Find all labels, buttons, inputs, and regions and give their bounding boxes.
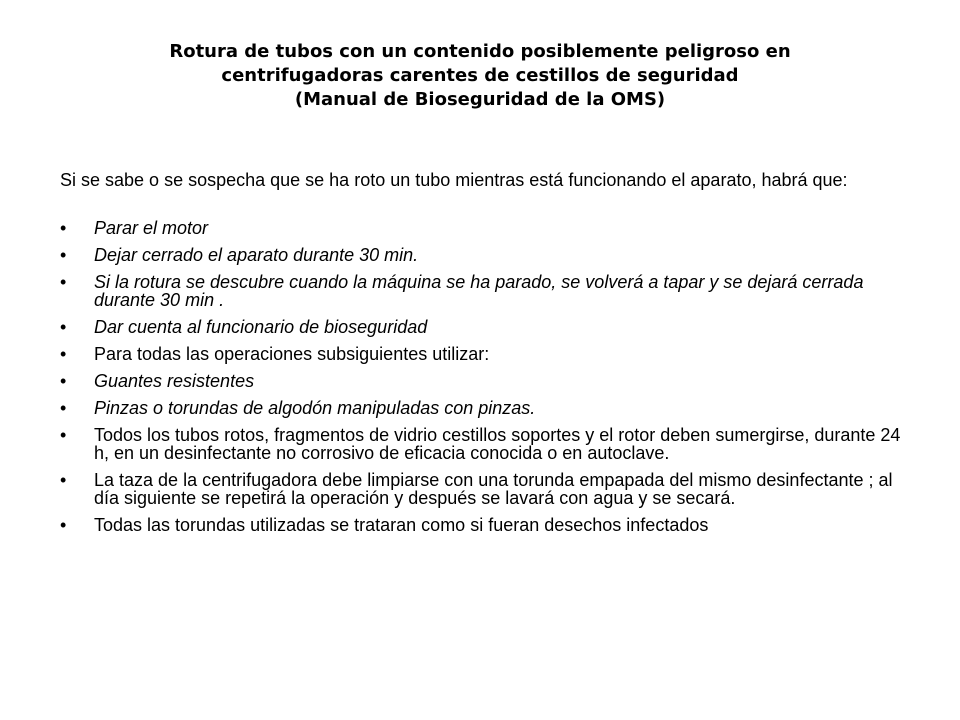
bullet-item [60, 246, 920, 264]
title-line-3: (Manual de Bioseguridad de la OMS) [294, 89, 666, 110]
bullet-text: Guantes resistentes [94, 371, 255, 391]
bullet-dot-icon: • [60, 317, 67, 337]
bullet-text: Para todas las operaciones subsiguientes utilizar: [94, 344, 490, 364]
bullet-text: La taza de la centrifugadora debe limpiarse con una torunda empapada del mismo desinfectante ; al día siguiente se repetirá la operación y después se lavará con agua y se secará. [94, 470, 893, 508]
intro-paragraph: Si se sabe o se sospecha que se ha roto un tubo mientras está funcionando el aparato, habrá que: [60, 170, 848, 190]
bullet-text: Parar el motor [94, 218, 209, 238]
bullet-dot-icon: • [60, 515, 67, 535]
bullet-dot-icon: • [60, 344, 67, 364]
bullet-dot-icon: • [60, 425, 67, 445]
bullet-item [60, 471, 920, 507]
bullet-list [60, 219, 920, 534]
bullet-item [60, 426, 920, 462]
bullet-item [60, 516, 920, 534]
bullet-dot-icon: • [60, 272, 67, 292]
bullet-item [60, 318, 920, 336]
slide-title [60, 40, 900, 112]
title-line-1: Rotura de tubos con un contenido posiblemente peligroso en [169, 41, 791, 62]
bullet-text: Todos los tubos rotos, fragmentos de vidrio cestillos soportes y el rotor deben sumergirse, durante 24 h, en un desinfectante no corrosivo de eficacia conocida o en autoclave. [94, 425, 901, 463]
title-line-2: centrifugadoras carentes de cestillos de seguridad [221, 65, 739, 86]
bullet-dot-icon: • [60, 470, 67, 490]
slide-body [60, 171, 920, 543]
bullet-text: Todas las torundas utilizadas se trataran como si fueran desechos infectados [94, 515, 709, 535]
bullet-item [60, 273, 920, 309]
bullet-dot-icon: • [60, 245, 67, 265]
bullet-text: Pinzas o torundas de algodón manipuladas con pinzas. [94, 398, 536, 418]
bullet-dot-icon: • [60, 398, 67, 418]
bullet-text: Dar cuenta al funcionario de bioseguridad [94, 317, 428, 337]
bullet-item [60, 372, 920, 390]
bullet-item [60, 219, 920, 237]
bullet-text: Si la rotura se descubre cuando la máquina se ha parado, se volverá a tapar y se dejará cerrada durante 30 min . [94, 272, 864, 310]
bullet-item [60, 345, 920, 363]
bullet-item [60, 399, 920, 417]
bullet-dot-icon: • [60, 371, 67, 391]
bullet-text: Dejar cerrado el aparato durante 30 min. [94, 245, 419, 265]
bullet-dot-icon: • [60, 218, 67, 238]
